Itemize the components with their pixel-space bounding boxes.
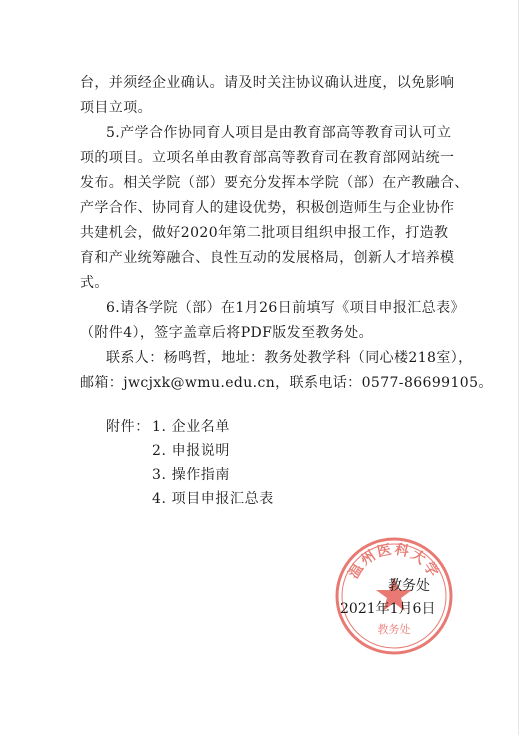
signature-date: 2021年1月6日: [340, 601, 436, 617]
body-line-13: 邮箱：jwcjxk@wmu.edu.cn，联系电话：0577-86699105。: [80, 375, 493, 391]
official-seal-icon: [333, 535, 455, 657]
body-line-10: 6.请各学院（部）在1月26日前填写《项目申报汇总表》: [106, 300, 465, 316]
seal-bottom-text: 教务处: [377, 623, 411, 636]
attachment-item-4: 4. 项目申报汇总表: [152, 491, 274, 507]
body-line-8: 育和产业统筹融合、良性互动的发展格局，创新人才培养模: [80, 250, 455, 266]
body-line-4: 项的项目。立项名单由教育部高等教育司在教育部网站统一: [80, 150, 455, 166]
body-line-9: 式。: [80, 275, 109, 291]
body-line-11: （附件4），签字盖章后将PDF版发至教务处。: [80, 325, 374, 341]
body-line-5: 发布。相关学院（部）要充分发挥本学院（部）在产教融合、: [80, 175, 469, 191]
attachments-label: 附件：: [106, 419, 150, 435]
attachment-item-1: 1. 企业名单: [152, 419, 231, 435]
body-line-12: 联系人：杨鸣哲，地址：教务处教学科（同心楼218室），: [106, 350, 473, 366]
seal-text: 温州医科大学: [345, 541, 443, 582]
body-line-7: 共建机会，做好2020年第二批项目组织申报工作，打造教: [80, 225, 449, 241]
attachment-item-2: 2. 申报说明: [152, 443, 231, 459]
body-line-3: 5.产学合作协同育人项目是由教育部高等教育司认可立: [106, 125, 452, 141]
seal-text-arc: [345, 541, 443, 582]
body-line-6: 产学合作、协同育人的建设优势，积极创造师生与企业协作: [80, 200, 455, 216]
attachment-item-3: 3. 操作指南: [152, 467, 231, 483]
signature-office: 教务处: [388, 578, 430, 594]
body-line-2: 项目立项。: [80, 100, 152, 116]
body-line-1: 台，并须经企业确认。请及时关注协议确认进度，以免影响: [80, 75, 455, 91]
